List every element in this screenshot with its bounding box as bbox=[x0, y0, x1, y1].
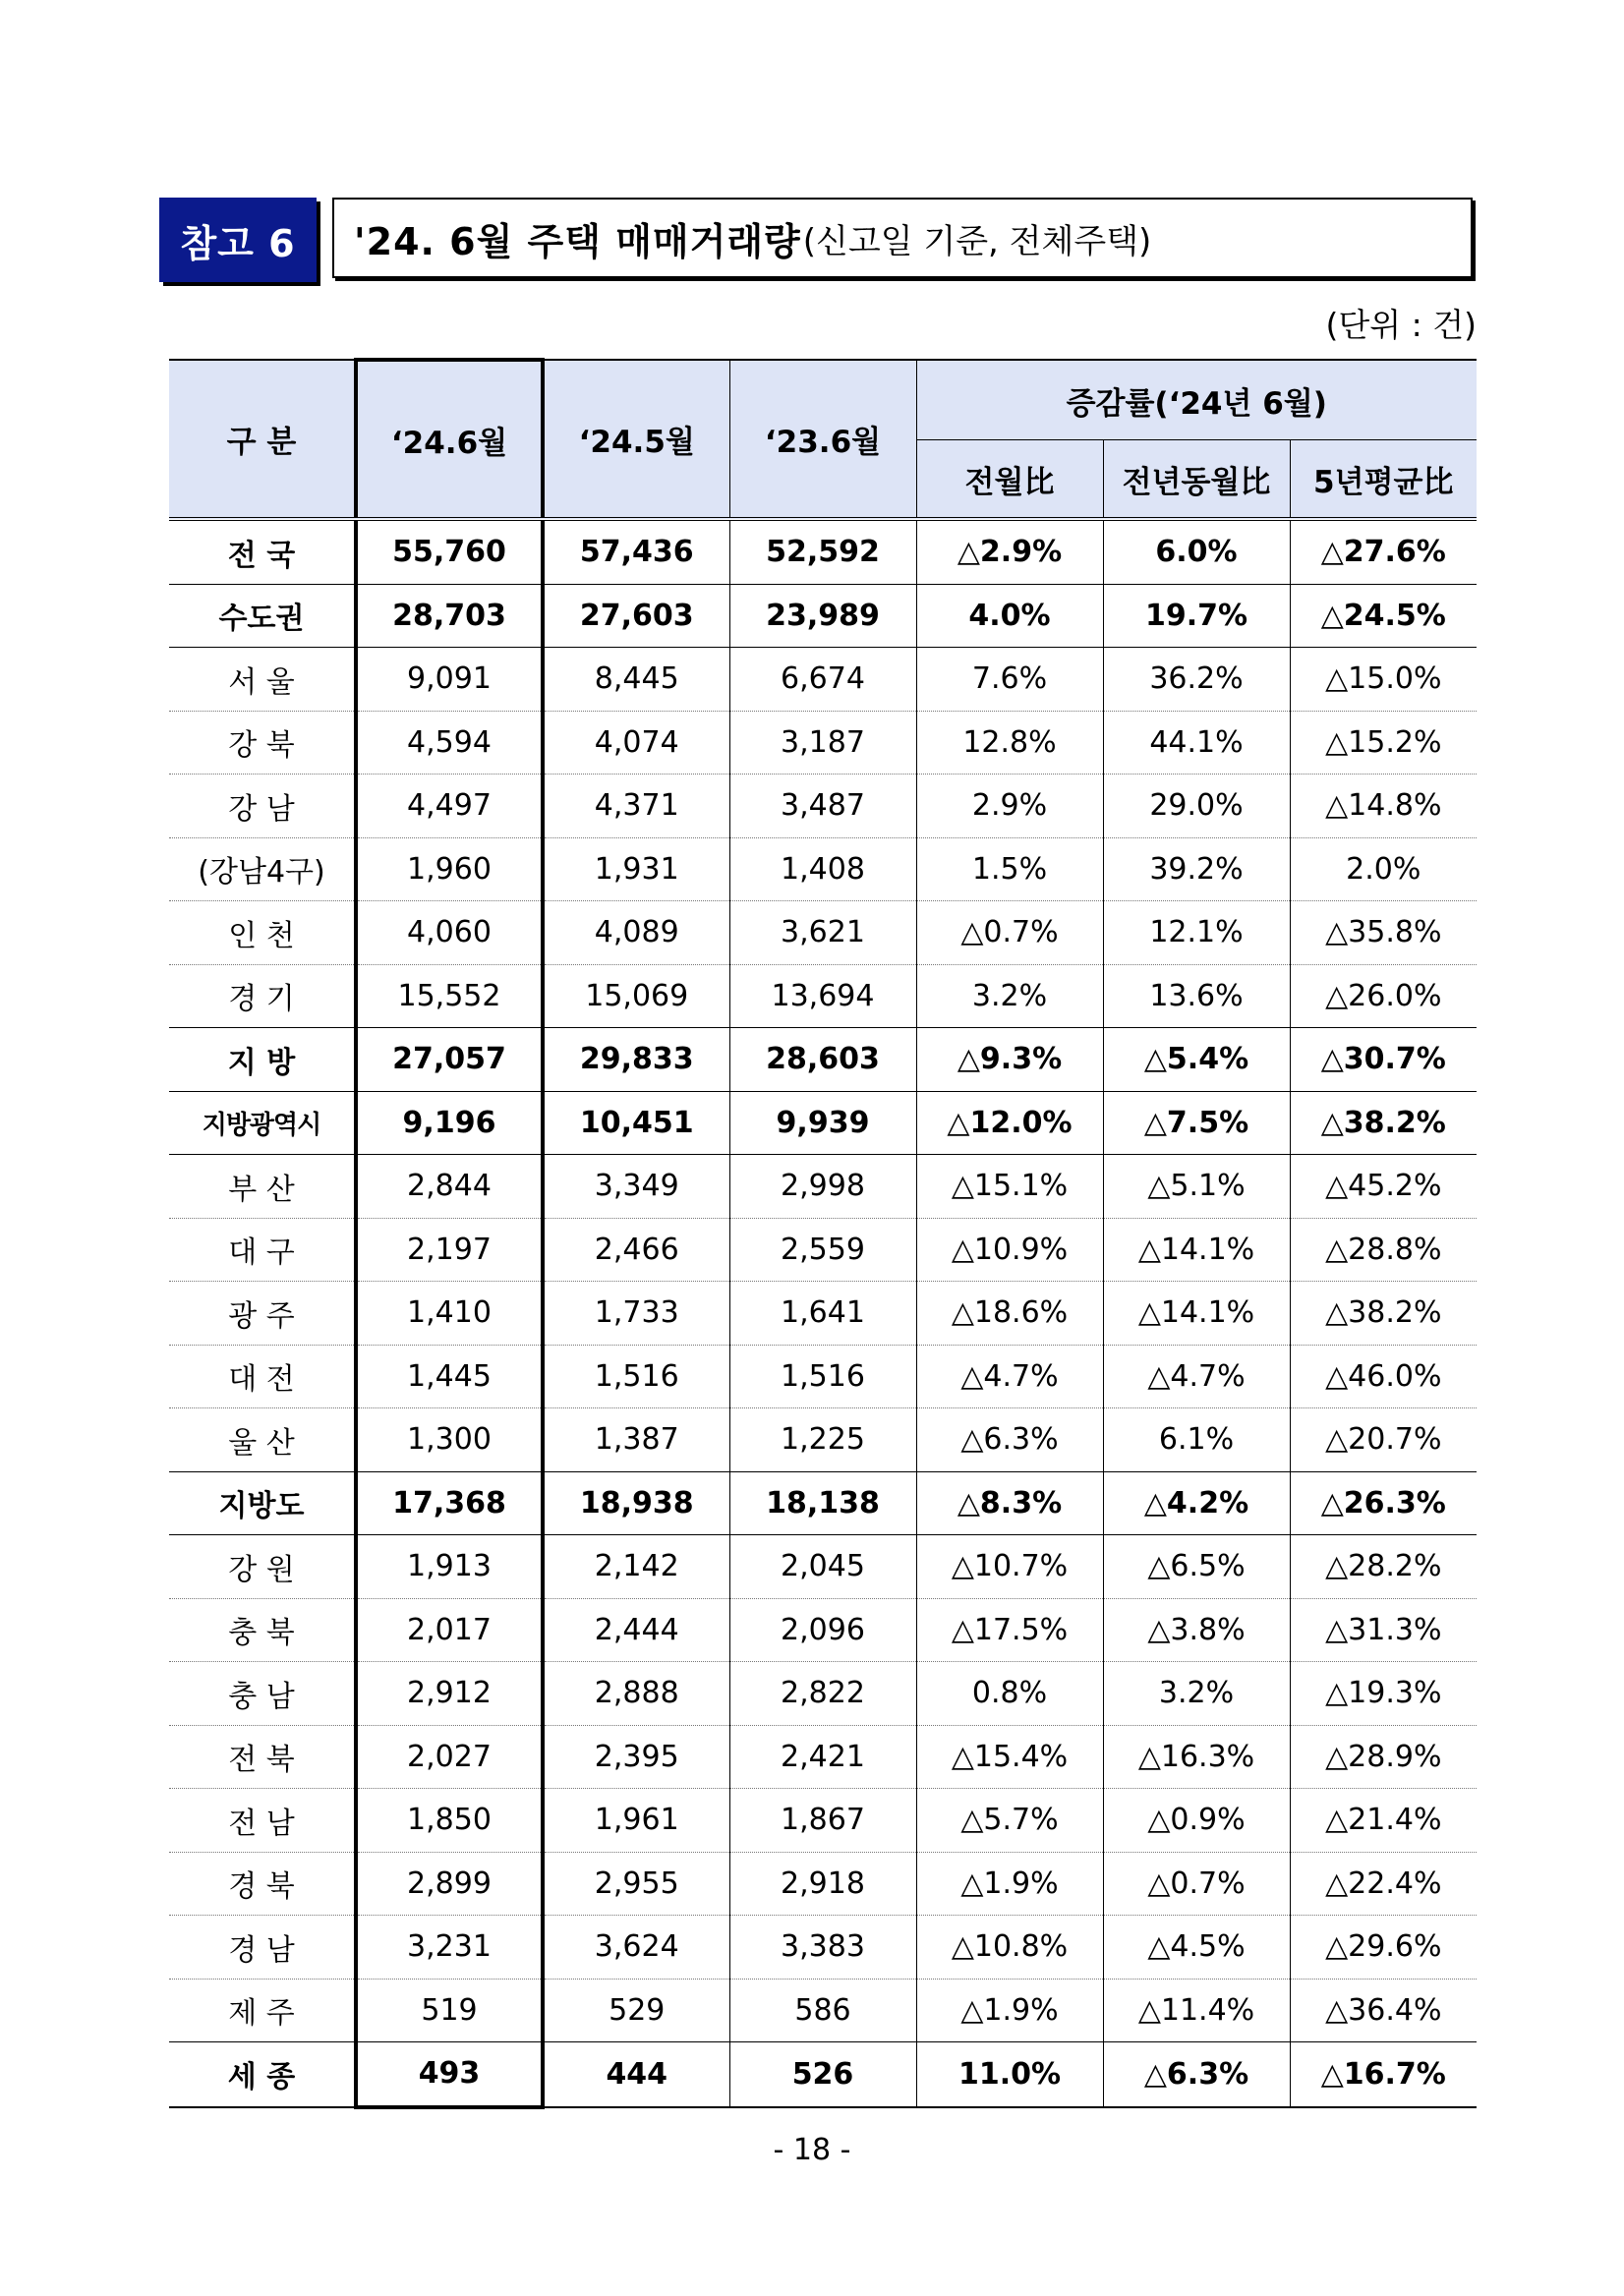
cell-mom: △15.4% bbox=[916, 1725, 1103, 1789]
cell-avg5yr: △22.4% bbox=[1290, 1852, 1477, 1916]
cell-yoy: △4.2% bbox=[1103, 1471, 1290, 1535]
cell-may24: 444 bbox=[543, 2042, 729, 2107]
cell-jun24: 28,703 bbox=[356, 584, 543, 648]
cell-may24: 8,445 bbox=[543, 648, 729, 712]
cell-mom: △15.1% bbox=[916, 1155, 1103, 1219]
table-row bbox=[169, 2042, 1477, 2107]
cell-jun23: 526 bbox=[729, 2042, 916, 2107]
cell-region: 지방광역시 bbox=[169, 1091, 356, 1155]
header-2306: ‘23.6월 bbox=[729, 360, 916, 519]
cell-jun24: 2,899 bbox=[356, 1852, 543, 1916]
cell-jun24: 2,027 bbox=[356, 1725, 543, 1789]
cell-mom: 12.8% bbox=[916, 711, 1103, 775]
cell-region: 세 종 bbox=[169, 2042, 356, 2107]
cell-mom: △1.9% bbox=[916, 1979, 1103, 2042]
table-row bbox=[169, 837, 1477, 901]
cell-jun23: 28,603 bbox=[729, 1028, 916, 1092]
cell-yoy: △5.1% bbox=[1103, 1155, 1290, 1219]
table-row bbox=[169, 1091, 1477, 1155]
cell-yoy: 12.1% bbox=[1103, 901, 1290, 965]
cell-yoy: △3.8% bbox=[1103, 1598, 1290, 1662]
cell-avg5yr: △24.5% bbox=[1290, 584, 1477, 648]
cell-yoy: △7.5% bbox=[1103, 1091, 1290, 1155]
table-row bbox=[169, 1345, 1477, 1408]
cell-jun24: 1,410 bbox=[356, 1282, 543, 1346]
cell-region: 전 국 bbox=[169, 519, 356, 584]
table-row bbox=[169, 519, 1477, 584]
cell-avg5yr: △31.3% bbox=[1290, 1598, 1477, 1662]
header-5yr: 5년평균比 bbox=[1290, 440, 1477, 520]
cell-jun23: 586 bbox=[729, 1979, 916, 2042]
table-row bbox=[169, 1471, 1477, 1535]
cell-mom: △1.9% bbox=[916, 1852, 1103, 1916]
cell-jun23: 1,641 bbox=[729, 1282, 916, 1346]
cell-mom: △8.3% bbox=[916, 1471, 1103, 1535]
reference-badge: 참고 6 bbox=[159, 198, 317, 282]
transaction-table bbox=[169, 358, 1477, 2109]
cell-may24: 1,931 bbox=[543, 837, 729, 901]
cell-avg5yr: △16.7% bbox=[1290, 2042, 1477, 2107]
cell-jun24: 1,300 bbox=[356, 1408, 543, 1472]
cell-jun24: 2,912 bbox=[356, 1662, 543, 1726]
cell-yoy: 44.1% bbox=[1103, 711, 1290, 775]
cell-may24: 27,603 bbox=[543, 584, 729, 648]
table-row bbox=[169, 648, 1477, 712]
cell-yoy: △5.4% bbox=[1103, 1028, 1290, 1092]
cell-region: 제 주 bbox=[169, 1979, 356, 2042]
table-row bbox=[169, 711, 1477, 775]
cell-avg5yr: △36.4% bbox=[1290, 1979, 1477, 2042]
cell-may24: 2,395 bbox=[543, 1725, 729, 1789]
cell-mom: △2.9% bbox=[916, 519, 1103, 584]
cell-yoy: △6.5% bbox=[1103, 1535, 1290, 1599]
cell-avg5yr: △45.2% bbox=[1290, 1155, 1477, 1219]
title-box bbox=[332, 198, 1473, 278]
cell-yoy: △6.3% bbox=[1103, 2042, 1290, 2107]
cell-avg5yr: △35.8% bbox=[1290, 901, 1477, 965]
cell-avg5yr: △28.9% bbox=[1290, 1725, 1477, 1789]
cell-mom: △12.0% bbox=[916, 1091, 1103, 1155]
cell-region: 강 북 bbox=[169, 711, 356, 775]
cell-jun24: 1,850 bbox=[356, 1789, 543, 1853]
table-row bbox=[169, 1789, 1477, 1853]
cell-avg5yr: △27.6% bbox=[1290, 519, 1477, 584]
cell-region: 경 북 bbox=[169, 1852, 356, 1916]
cell-jun23: 3,487 bbox=[729, 775, 916, 838]
header-yoy: 전년동월比 bbox=[1103, 440, 1290, 520]
cell-may24: 1,733 bbox=[543, 1282, 729, 1346]
cell-mom: △0.7% bbox=[916, 901, 1103, 965]
cell-jun24: 4,594 bbox=[356, 711, 543, 775]
cell-mom: 3.2% bbox=[916, 964, 1103, 1028]
cell-may24: 4,089 bbox=[543, 901, 729, 965]
table-row bbox=[169, 1218, 1477, 1282]
cell-region: 광 주 bbox=[169, 1282, 356, 1346]
table-row bbox=[169, 775, 1477, 838]
header-2405: ‘24.5월 bbox=[543, 360, 729, 519]
cell-region: 부 산 bbox=[169, 1155, 356, 1219]
cell-region: 전 남 bbox=[169, 1789, 356, 1853]
cell-avg5yr: △38.2% bbox=[1290, 1282, 1477, 1346]
cell-jun23: 2,096 bbox=[729, 1598, 916, 1662]
cell-may24: 3,624 bbox=[543, 1916, 729, 1980]
cell-avg5yr: △14.8% bbox=[1290, 775, 1477, 838]
cell-may24: 2,466 bbox=[543, 1218, 729, 1282]
page-title: '24. 6월 주택 매매거래량 bbox=[354, 219, 801, 263]
cell-region: 강 원 bbox=[169, 1535, 356, 1599]
table-row bbox=[169, 1725, 1477, 1789]
cell-avg5yr: △30.7% bbox=[1290, 1028, 1477, 1092]
cell-region: 지방도 bbox=[169, 1471, 356, 1535]
cell-jun24: 4,060 bbox=[356, 901, 543, 965]
cell-mom: △5.7% bbox=[916, 1789, 1103, 1853]
cell-avg5yr: △15.2% bbox=[1290, 711, 1477, 775]
header-rate-group: 증감률(‘24년 6월) bbox=[916, 360, 1477, 440]
cell-may24: 2,444 bbox=[543, 1598, 729, 1662]
cell-may24: 2,888 bbox=[543, 1662, 729, 1726]
cell-mom: △17.5% bbox=[916, 1598, 1103, 1662]
cell-may24: 4,371 bbox=[543, 775, 729, 838]
cell-jun24: 27,057 bbox=[356, 1028, 543, 1092]
cell-yoy: 6.0% bbox=[1103, 519, 1290, 584]
cell-region: 충 북 bbox=[169, 1598, 356, 1662]
cell-mom: 0.8% bbox=[916, 1662, 1103, 1726]
cell-region: 울 산 bbox=[169, 1408, 356, 1472]
cell-jun23: 6,674 bbox=[729, 648, 916, 712]
cell-yoy: 36.2% bbox=[1103, 648, 1290, 712]
cell-jun24: 9,196 bbox=[356, 1091, 543, 1155]
cell-avg5yr: 2.0% bbox=[1290, 837, 1477, 901]
cell-jun23: 2,045 bbox=[729, 1535, 916, 1599]
cell-jun23: 9,939 bbox=[729, 1091, 916, 1155]
cell-mom: 4.0% bbox=[916, 584, 1103, 648]
cell-jun23: 2,918 bbox=[729, 1852, 916, 1916]
cell-yoy: △14.1% bbox=[1103, 1282, 1290, 1346]
page-number: - 18 - bbox=[773, 2133, 851, 2167]
cell-region: 인 천 bbox=[169, 901, 356, 965]
cell-may24: 2,955 bbox=[543, 1852, 729, 1916]
table-row bbox=[169, 1282, 1477, 1346]
page-subtitle: (신고일 기준, 전체주택) bbox=[802, 221, 1152, 261]
cell-may24: 18,938 bbox=[543, 1471, 729, 1535]
cell-jun23: 3,621 bbox=[729, 901, 916, 965]
cell-may24: 1,961 bbox=[543, 1789, 729, 1853]
cell-yoy: 6.1% bbox=[1103, 1408, 1290, 1472]
cell-jun24: 9,091 bbox=[356, 648, 543, 712]
cell-jun24: 1,445 bbox=[356, 1345, 543, 1408]
cell-yoy: 3.2% bbox=[1103, 1662, 1290, 1726]
cell-avg5yr: △28.2% bbox=[1290, 1535, 1477, 1599]
cell-jun24: 493 bbox=[356, 2042, 543, 2107]
cell-mom: △9.3% bbox=[916, 1028, 1103, 1092]
cell-jun23: 52,592 bbox=[729, 519, 916, 584]
cell-jun23: 3,383 bbox=[729, 1916, 916, 1980]
cell-jun24: 55,760 bbox=[356, 519, 543, 584]
cell-region: 충 남 bbox=[169, 1662, 356, 1726]
cell-may24: 3,349 bbox=[543, 1155, 729, 1219]
cell-avg5yr: △38.2% bbox=[1290, 1091, 1477, 1155]
cell-avg5yr: △29.6% bbox=[1290, 1916, 1477, 1980]
cell-mom: △10.7% bbox=[916, 1535, 1103, 1599]
cell-avg5yr: △46.0% bbox=[1290, 1345, 1477, 1408]
table-body bbox=[169, 519, 1477, 2107]
cell-avg5yr: △15.0% bbox=[1290, 648, 1477, 712]
cell-mom: △6.3% bbox=[916, 1408, 1103, 1472]
cell-jun24: 17,368 bbox=[356, 1471, 543, 1535]
table-row bbox=[169, 1028, 1477, 1092]
table-row bbox=[169, 1662, 1477, 1726]
cell-yoy: △0.7% bbox=[1103, 1852, 1290, 1916]
cell-region: 경 남 bbox=[169, 1916, 356, 1980]
cell-region: 대 전 bbox=[169, 1345, 356, 1408]
cell-yoy: △4.5% bbox=[1103, 1916, 1290, 1980]
header-mom: 전월比 bbox=[916, 440, 1103, 520]
cell-yoy: △14.1% bbox=[1103, 1218, 1290, 1282]
cell-jun23: 1,516 bbox=[729, 1345, 916, 1408]
cell-region: 강 남 bbox=[169, 775, 356, 838]
cell-mom: △10.8% bbox=[916, 1916, 1103, 1980]
cell-may24: 15,069 bbox=[543, 964, 729, 1028]
cell-mom: 2.9% bbox=[916, 775, 1103, 838]
cell-may24: 10,451 bbox=[543, 1091, 729, 1155]
cell-avg5yr: △26.0% bbox=[1290, 964, 1477, 1028]
cell-mom: △18.6% bbox=[916, 1282, 1103, 1346]
cell-jun23: 2,998 bbox=[729, 1155, 916, 1219]
cell-may24: 1,387 bbox=[543, 1408, 729, 1472]
cell-avg5yr: △28.8% bbox=[1290, 1218, 1477, 1282]
cell-may24: 529 bbox=[543, 1979, 729, 2042]
table-row bbox=[169, 584, 1477, 648]
cell-avg5yr: △20.7% bbox=[1290, 1408, 1477, 1472]
cell-avg5yr: △21.4% bbox=[1290, 1789, 1477, 1853]
cell-mom: 11.0% bbox=[916, 2042, 1103, 2107]
cell-avg5yr: △19.3% bbox=[1290, 1662, 1477, 1726]
cell-yoy: 29.0% bbox=[1103, 775, 1290, 838]
cell-may24: 4,074 bbox=[543, 711, 729, 775]
cell-yoy: △4.7% bbox=[1103, 1345, 1290, 1408]
cell-yoy: 39.2% bbox=[1103, 837, 1290, 901]
table-row bbox=[169, 1155, 1477, 1219]
cell-jun24: 3,231 bbox=[356, 1916, 543, 1980]
cell-jun24: 1,913 bbox=[356, 1535, 543, 1599]
cell-may24: 29,833 bbox=[543, 1028, 729, 1092]
table-row bbox=[169, 1852, 1477, 1916]
cell-region: 경 기 bbox=[169, 964, 356, 1028]
table-row bbox=[169, 1535, 1477, 1599]
table-row bbox=[169, 1979, 1477, 2042]
cell-jun24: 2,017 bbox=[356, 1598, 543, 1662]
cell-mom: 1.5% bbox=[916, 837, 1103, 901]
cell-jun24: 519 bbox=[356, 1979, 543, 2042]
cell-jun23: 18,138 bbox=[729, 1471, 916, 1535]
cell-may24: 1,516 bbox=[543, 1345, 729, 1408]
cell-may24: 57,436 bbox=[543, 519, 729, 584]
cell-jun23: 13,694 bbox=[729, 964, 916, 1028]
cell-jun24: 4,497 bbox=[356, 775, 543, 838]
cell-jun23: 3,187 bbox=[729, 711, 916, 775]
cell-jun23: 2,822 bbox=[729, 1662, 916, 1726]
cell-jun23: 23,989 bbox=[729, 584, 916, 648]
cell-jun23: 1,867 bbox=[729, 1789, 916, 1853]
table-row bbox=[169, 1598, 1477, 1662]
cell-region: 대 구 bbox=[169, 1218, 356, 1282]
cell-yoy: △16.3% bbox=[1103, 1725, 1290, 1789]
table-row bbox=[169, 1408, 1477, 1472]
cell-jun23: 1,408 bbox=[729, 837, 916, 901]
cell-jun23: 2,421 bbox=[729, 1725, 916, 1789]
cell-region: (강남4구) bbox=[169, 837, 356, 901]
cell-may24: 2,142 bbox=[543, 1535, 729, 1599]
cell-region: 수도권 bbox=[169, 584, 356, 648]
cell-jun23: 1,225 bbox=[729, 1408, 916, 1472]
section-header bbox=[159, 198, 1477, 282]
cell-mom: △10.9% bbox=[916, 1218, 1103, 1282]
cell-region: 서 울 bbox=[169, 648, 356, 712]
cell-jun24: 1,960 bbox=[356, 837, 543, 901]
cell-jun24: 2,844 bbox=[356, 1155, 543, 1219]
table-row bbox=[169, 901, 1477, 965]
cell-mom: 7.6% bbox=[916, 648, 1103, 712]
cell-jun23: 2,559 bbox=[729, 1218, 916, 1282]
cell-jun24: 2,197 bbox=[356, 1218, 543, 1282]
table-row bbox=[169, 1916, 1477, 1980]
cell-avg5yr: △26.3% bbox=[1290, 1471, 1477, 1535]
cell-yoy: △0.9% bbox=[1103, 1789, 1290, 1853]
header-2406: ‘24.6월 bbox=[356, 360, 543, 519]
cell-yoy: 13.6% bbox=[1103, 964, 1290, 1028]
cell-mom: △4.7% bbox=[916, 1345, 1103, 1408]
cell-yoy: 19.7% bbox=[1103, 584, 1290, 648]
cell-region: 전 북 bbox=[169, 1725, 356, 1789]
cell-jun24: 15,552 bbox=[356, 964, 543, 1028]
table-row bbox=[169, 964, 1477, 1028]
cell-region: 지 방 bbox=[169, 1028, 356, 1092]
header-category: 구 분 bbox=[169, 360, 356, 519]
cell-yoy: △11.4% bbox=[1103, 1979, 1290, 2042]
unit-label: (단위 : 건) bbox=[1325, 306, 1477, 344]
